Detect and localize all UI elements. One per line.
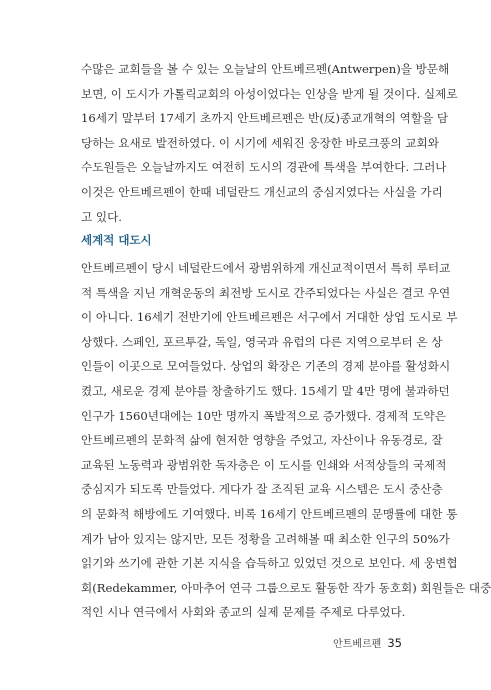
text-line: 상했다. 스페인, 포르투갈, 독일, 영국과 유럽의 다른 지역으로부터 온 상 bbox=[81, 334, 443, 349]
page-number: 35 bbox=[387, 636, 402, 650]
text-line: 이 아니다. 16세기 전반기에 안트베르펜은 서구에서 거대한 상업 도시로 부 bbox=[81, 310, 458, 325]
text-line: 안트베르펜이 당시 네덜란드에서 광범위하게 개신교적이면서 특히 루터교 bbox=[81, 261, 451, 275]
section-heading: 세계적 대도시 bbox=[81, 233, 152, 247]
text-line: 16세기 말부터 17세기 초까지 안트베르펜은 반(反)종교개혁의 역할을 담 bbox=[81, 111, 449, 126]
text-line: 켰고, 새로운 경제 분야를 창출하기도 했다. 15세기 말 4만 명에 불과하던 bbox=[81, 383, 450, 398]
text-line: 수도원들은 오늘날까지도 여전히 도시의 경관에 특색을 부여한다. 그러나 bbox=[81, 160, 447, 175]
text-line: 인구가 1560년대에는 10만 명까지 폭발적으로 증가했다. 경제적 도약은 bbox=[81, 408, 446, 423]
text-line: 적인 시나 연극에서 사회와 종교의 실제 문제를 주제로 다루었다. bbox=[81, 605, 406, 620]
text-line: 의 문화적 해방에도 기여했다. 비록 16세기 안트베르펜의 문맹률에 대한 통 bbox=[81, 506, 458, 521]
text-line: 읽기와 쓰기에 관한 기본 지식을 습득하고 있었던 것으로 보인다. 세 웅변협 bbox=[81, 556, 458, 571]
text-line: 적 특색을 지닌 개혁운동의 최전방 도시로 간주되었다는 사실은 결코 우연 bbox=[81, 285, 451, 300]
text-line: 고 있다. bbox=[81, 209, 122, 224]
text-line: 안트베르펜의 문화적 삶에 현저한 영향을 주었고, 자산이나 유동경로, 잘 bbox=[81, 433, 443, 448]
text-line: 당하는 요새로 발전하였다. 이 시기에 세워진 웅장한 바로크풍의 교회와 bbox=[81, 135, 439, 150]
text-line: 계가 남아 있지는 않지만, 모든 정황을 고려해볼 때 최소한 인구의 50%가 bbox=[81, 531, 450, 546]
text-line: 회(Redekammer, 아마추어 연극 그룹으로도 활동한 작가 동호회) 회원들은 대중 bbox=[81, 580, 491, 595]
text-line: 중심지가 되도록 만들었다. 게다가 잘 조직된 교육 시스템은 도시 중산층 bbox=[81, 482, 443, 497]
text-line: 인들이 이곳으로 모여들었다. 상업의 확장은 기존의 경제 분야를 활성화시 bbox=[81, 359, 451, 374]
paragraph-intro bbox=[81, 57, 458, 229]
text-line: 이것은 안트베르펜이 한때 네덜란드 개신교의 중심지였다는 사실을 가리 bbox=[81, 184, 443, 199]
running-title: 안트베르펜 bbox=[333, 639, 382, 650]
text-line: 보면, 이 도시가 가톨릭교회의 아성이었다는 인상을 받게 될 것이다. 실제로 bbox=[81, 86, 458, 101]
text-line: 수많은 교회들을 볼 수 있는 오늘날의 안트베르펜(Antwerpen)을 방문해 bbox=[81, 62, 450, 76]
paragraph-world-city bbox=[81, 256, 491, 625]
page-footer bbox=[333, 635, 402, 650]
text-line: 교육된 노동력과 광범위한 독자층은 이 도시를 인쇄와 서적상들의 국제적 bbox=[81, 457, 447, 472]
